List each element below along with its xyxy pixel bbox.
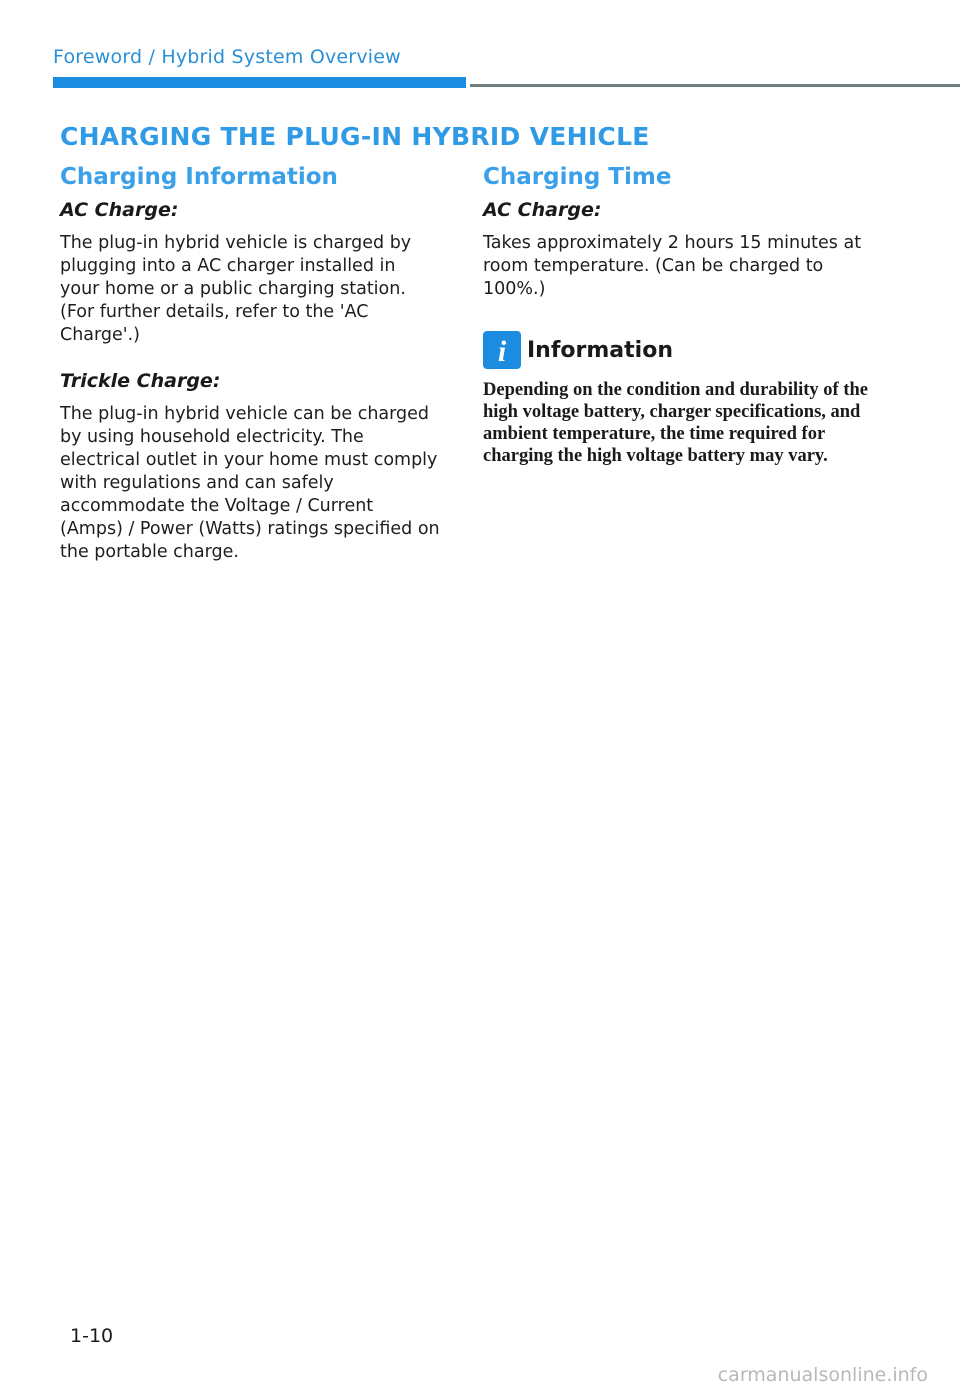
watermark: carmanualsonline.info xyxy=(717,1364,928,1386)
ac-charge-time-heading: AC Charge: xyxy=(483,199,602,221)
trickle-charge-text: The plug-in hybrid vehicle can be charged by using household electricity. The electrical outlet in your home must comply with regulations and can safely accommodate the Voltage / Current (Amps) / Power (Watts) ratings specified on the portable charge. xyxy=(60,404,440,562)
svg-text:i: i xyxy=(497,335,507,368)
ac-charge-heading: AC Charge: xyxy=(60,199,179,221)
left-column xyxy=(60,162,440,564)
information-title: Information xyxy=(527,337,673,363)
info-icon xyxy=(483,331,521,369)
header-accent-bar xyxy=(53,77,466,88)
breadcrumb: Foreword / Hybrid System Overview xyxy=(53,46,401,68)
trickle-charge-heading: Trickle Charge: xyxy=(60,370,221,392)
information-header xyxy=(483,331,868,369)
information-text: Depending on the condition and durability of the high voltage battery, charger specifications, and ambient temperature, the time required for charging the high voltage battery may vary. xyxy=(483,380,868,466)
section-title: CHARGING THE PLUG-IN HYBRID VEHICLE xyxy=(60,122,650,151)
right-column xyxy=(483,162,868,467)
ac-charge-time-text: Takes approximately 2 hours 15 minutes at room temperature. (Can be charged to 100%.) xyxy=(483,233,862,299)
header-rule xyxy=(470,84,960,87)
page-number: 1-10 xyxy=(70,1325,114,1347)
charging-time-heading: Charging Time xyxy=(483,164,672,190)
information-box xyxy=(483,331,868,467)
ac-charge-text: The plug-in hybrid vehicle is charged by plugging into a AC charger installed in your home or a public charging station. (For further details, refer to the 'AC Charge'.) xyxy=(60,233,412,345)
charging-information-heading: Charging Information xyxy=(60,164,338,190)
